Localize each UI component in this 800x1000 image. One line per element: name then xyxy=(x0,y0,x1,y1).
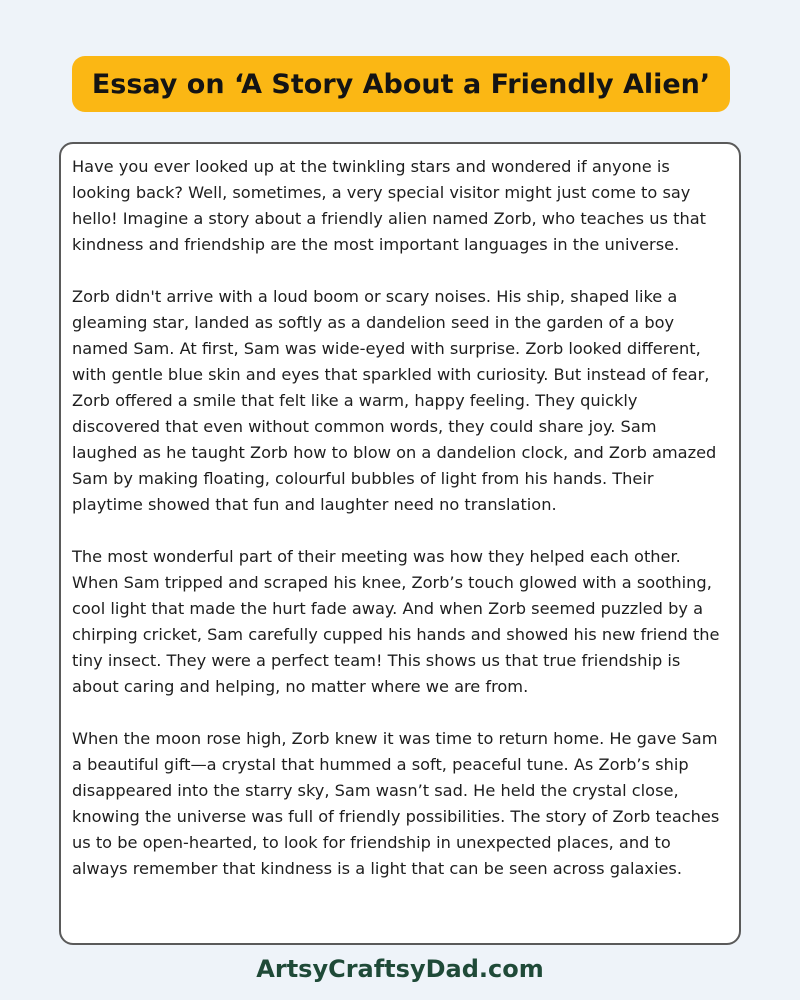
title-banner xyxy=(72,56,730,112)
essay-paragraph-2: Zorb didn't arrive with a loud boom or scary noises. His ship, shaped like a gleaming star, landed as softly as a dandelion seed in the garden of a boy named Sam. At first, Sam was wide-eyed with surprise. Zorb looked different, with gentle blue skin and eyes that sparkled with curiosity. But instead of fear, Zorb offered a smile that felt like a warm, happy feeling. They quickly discovered that even without common words, they could share joy. Sam laughed as he taught Zorb how to blow on a dandelion clock, and Zorb amazed Sam by making floating, colourful bubbles of light from his hands. Their playtime showed that fun and laughter need no translation. xyxy=(72,287,717,514)
site-footer-brand: ArtsyCraftsyDad.com xyxy=(256,955,544,983)
essay-paragraph-3: The most wonderful part of their meeting was how they helped each other. When Sam tripped and scraped his knee, Zorb’s touch glowed with a soothing, cool light that made the hurt fade away. And when Zorb seemed puzzled by a chirping cricket, Sam carefully cupped his hands and showed his new friend the tiny insect. They were a perfect team! This shows us that true friendship is about caring and helping, no matter where we are from. xyxy=(72,547,720,696)
page-title: Essay on ‘A Story About a Friendly Alien’ xyxy=(91,68,711,100)
essay-paragraph-1: Have you ever looked up at the twinkling stars and wondered if anyone is looking back? Well, sometimes, a very special visitor might just come to say hello! Imagine a story about a friendly alien named Zorb, who teaches us that kindness and friendship are the most important languages in the universe. xyxy=(72,157,706,254)
essay-paragraph-4: When the moon rose high, Zorb knew it was time to return home. He gave Sam a beautiful gift—a crystal that hummed a soft, peaceful tune. As Zorb’s ship disappeared into the starry sky, Sam wasn’t sad. He held the crystal close, knowing the universe was full of friendly possibilities. The story of Zorb teaches us to be open-hearted, to look for friendship in unexpected places, and to always remember that kindness is a light that can be seen across galaxies. xyxy=(72,729,720,878)
essay-box xyxy=(59,142,741,945)
